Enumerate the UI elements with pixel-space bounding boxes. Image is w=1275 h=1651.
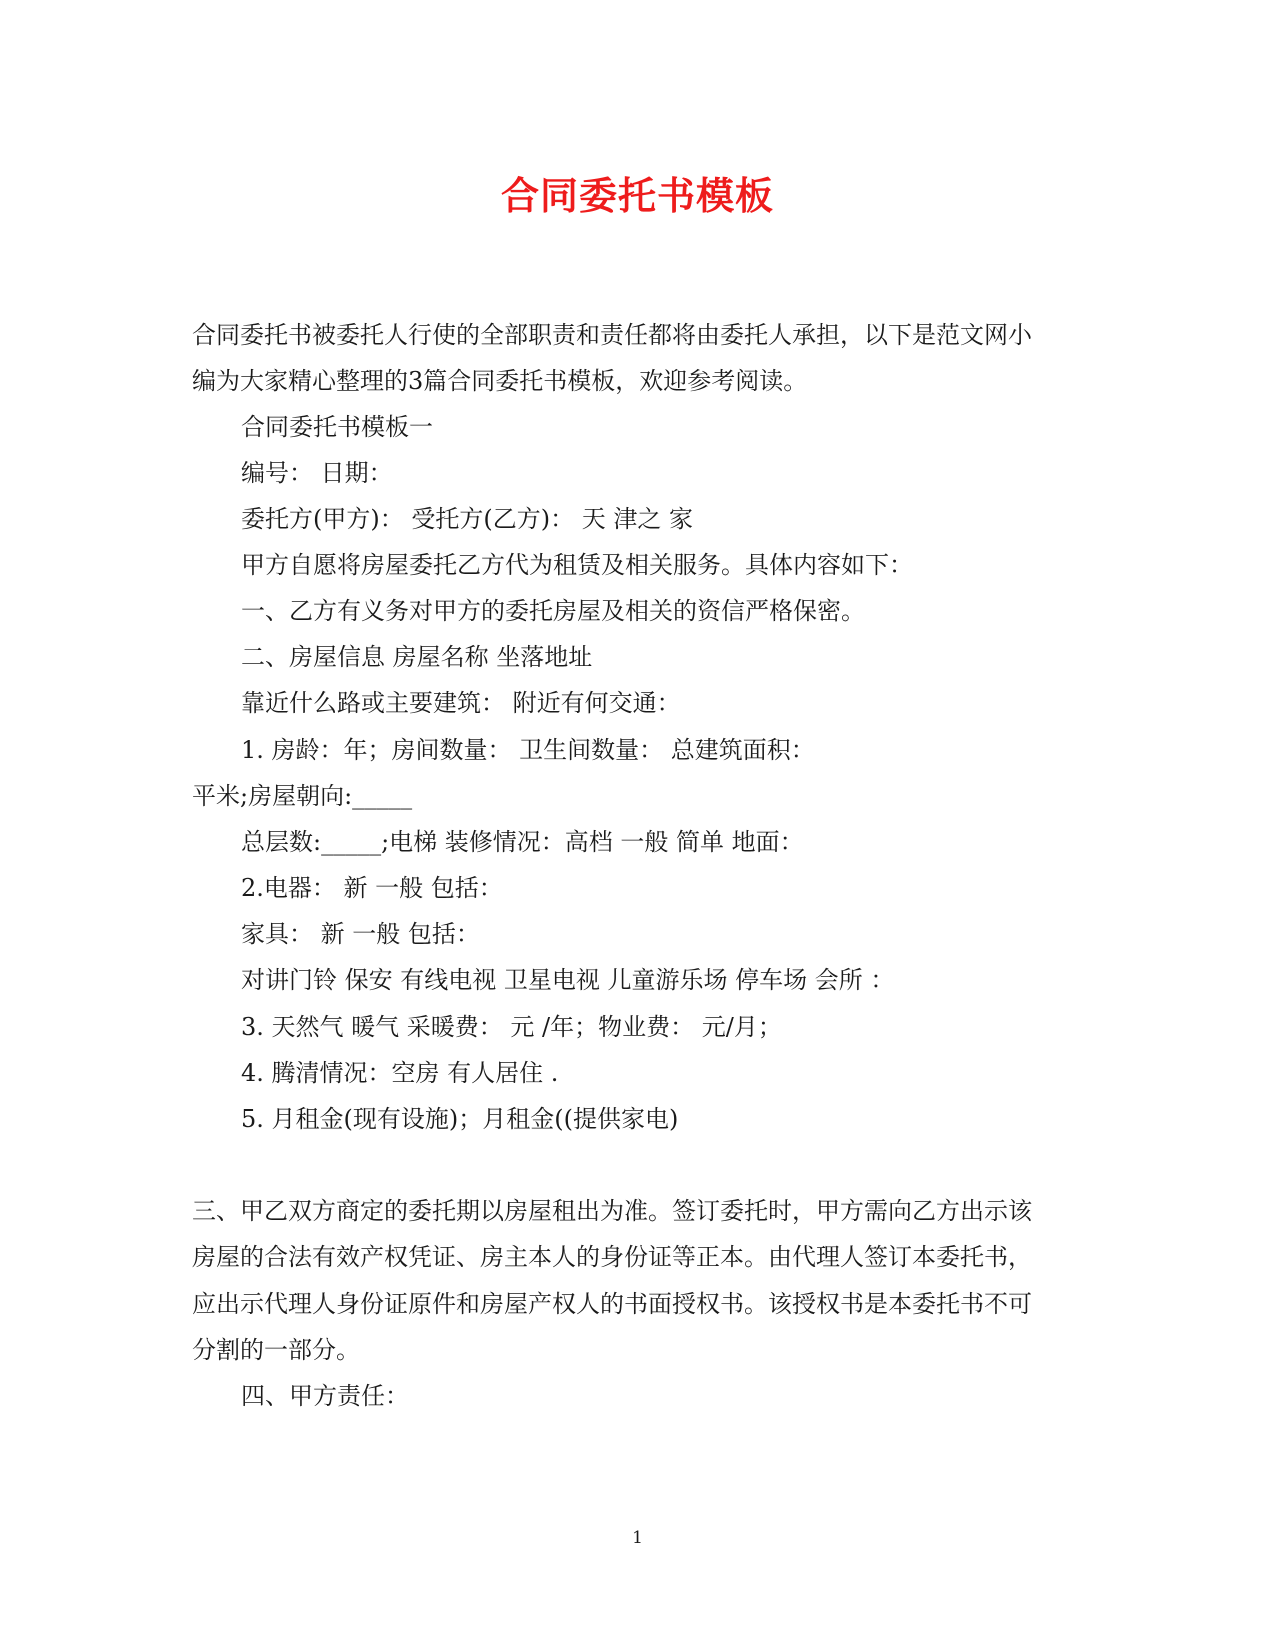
paragraph-line: 四、甲方责任：: [241, 1382, 409, 1410]
paragraph-line: 5. 月租金(现有设施)；月租金((提供家电): [241, 1105, 679, 1133]
document-title: 合同委托书模板: [500, 173, 774, 218]
paragraph-line: 二、房屋信息 房屋名称 坐落地址: [241, 643, 593, 671]
paragraph-line: 分割的一部分。: [192, 1336, 360, 1364]
section-heading: 合同委托书模板一: [241, 413, 433, 441]
page-number: 1: [632, 1528, 643, 1548]
paragraph-line: 2.电器： 新 一般 包括：: [241, 874, 503, 902]
paragraph-line: 总层数:_____;电梯 装修情况：高档 一般 简单 地面：: [241, 828, 804, 856]
paragraph-line: 委托方(甲方)： 受托方(乙方)： 天 津之 家: [241, 505, 693, 533]
paragraph-line: 甲方自愿将房屋委托乙方代为租赁及相关服务。具体内容如下：: [241, 551, 913, 579]
paragraph-line: 平米;房屋朝向:_____: [192, 782, 413, 810]
paragraph-line: 房屋的合法有效产权凭证、房主本人的身份证等正本。由代理人签订本委托书，: [192, 1243, 1032, 1271]
paragraph-line: 4. 腾清情况：空房 有人居住 .: [241, 1059, 559, 1087]
paragraph-line: 靠近什么路或主要建筑： 附近有何交通：: [241, 689, 681, 717]
paragraph-line: 编为大家精心整理的3篇合同委托书模板，欢迎参考阅读。: [192, 367, 808, 395]
paragraph-line: 合同委托书被委托人行使的全部职责和责任都将由委托人承担，以下是范文网小: [192, 321, 1032, 349]
paragraph-line: 应出示代理人身份证原件和房屋产权人的书面授权书。该授权书是本委托书不可: [192, 1290, 1032, 1318]
paragraph-line: 一、乙方有义务对甲方的委托房屋及相关的资信严格保密。: [241, 597, 865, 625]
paragraph-line: 编号： 日期：: [241, 459, 393, 487]
paragraph-line: 对讲门铃 保安 有线电视 卫星电视 儿童游乐场 停车场 会所 ：: [241, 966, 895, 994]
paragraph-line: 三、甲乙双方商定的委托期以房屋租出为准。签订委托时，甲方需向乙方出示该: [192, 1197, 1032, 1225]
paragraph-line: 家具： 新 一般 包括：: [241, 920, 480, 948]
paragraph-line: 1. 房龄：年；房间数量： 卫生间数量： 总建筑面积：: [241, 736, 815, 764]
paragraph-line: 3. 天然气 暖气 采暖费： 元 /年；物业费： 元/月；: [241, 1013, 782, 1041]
